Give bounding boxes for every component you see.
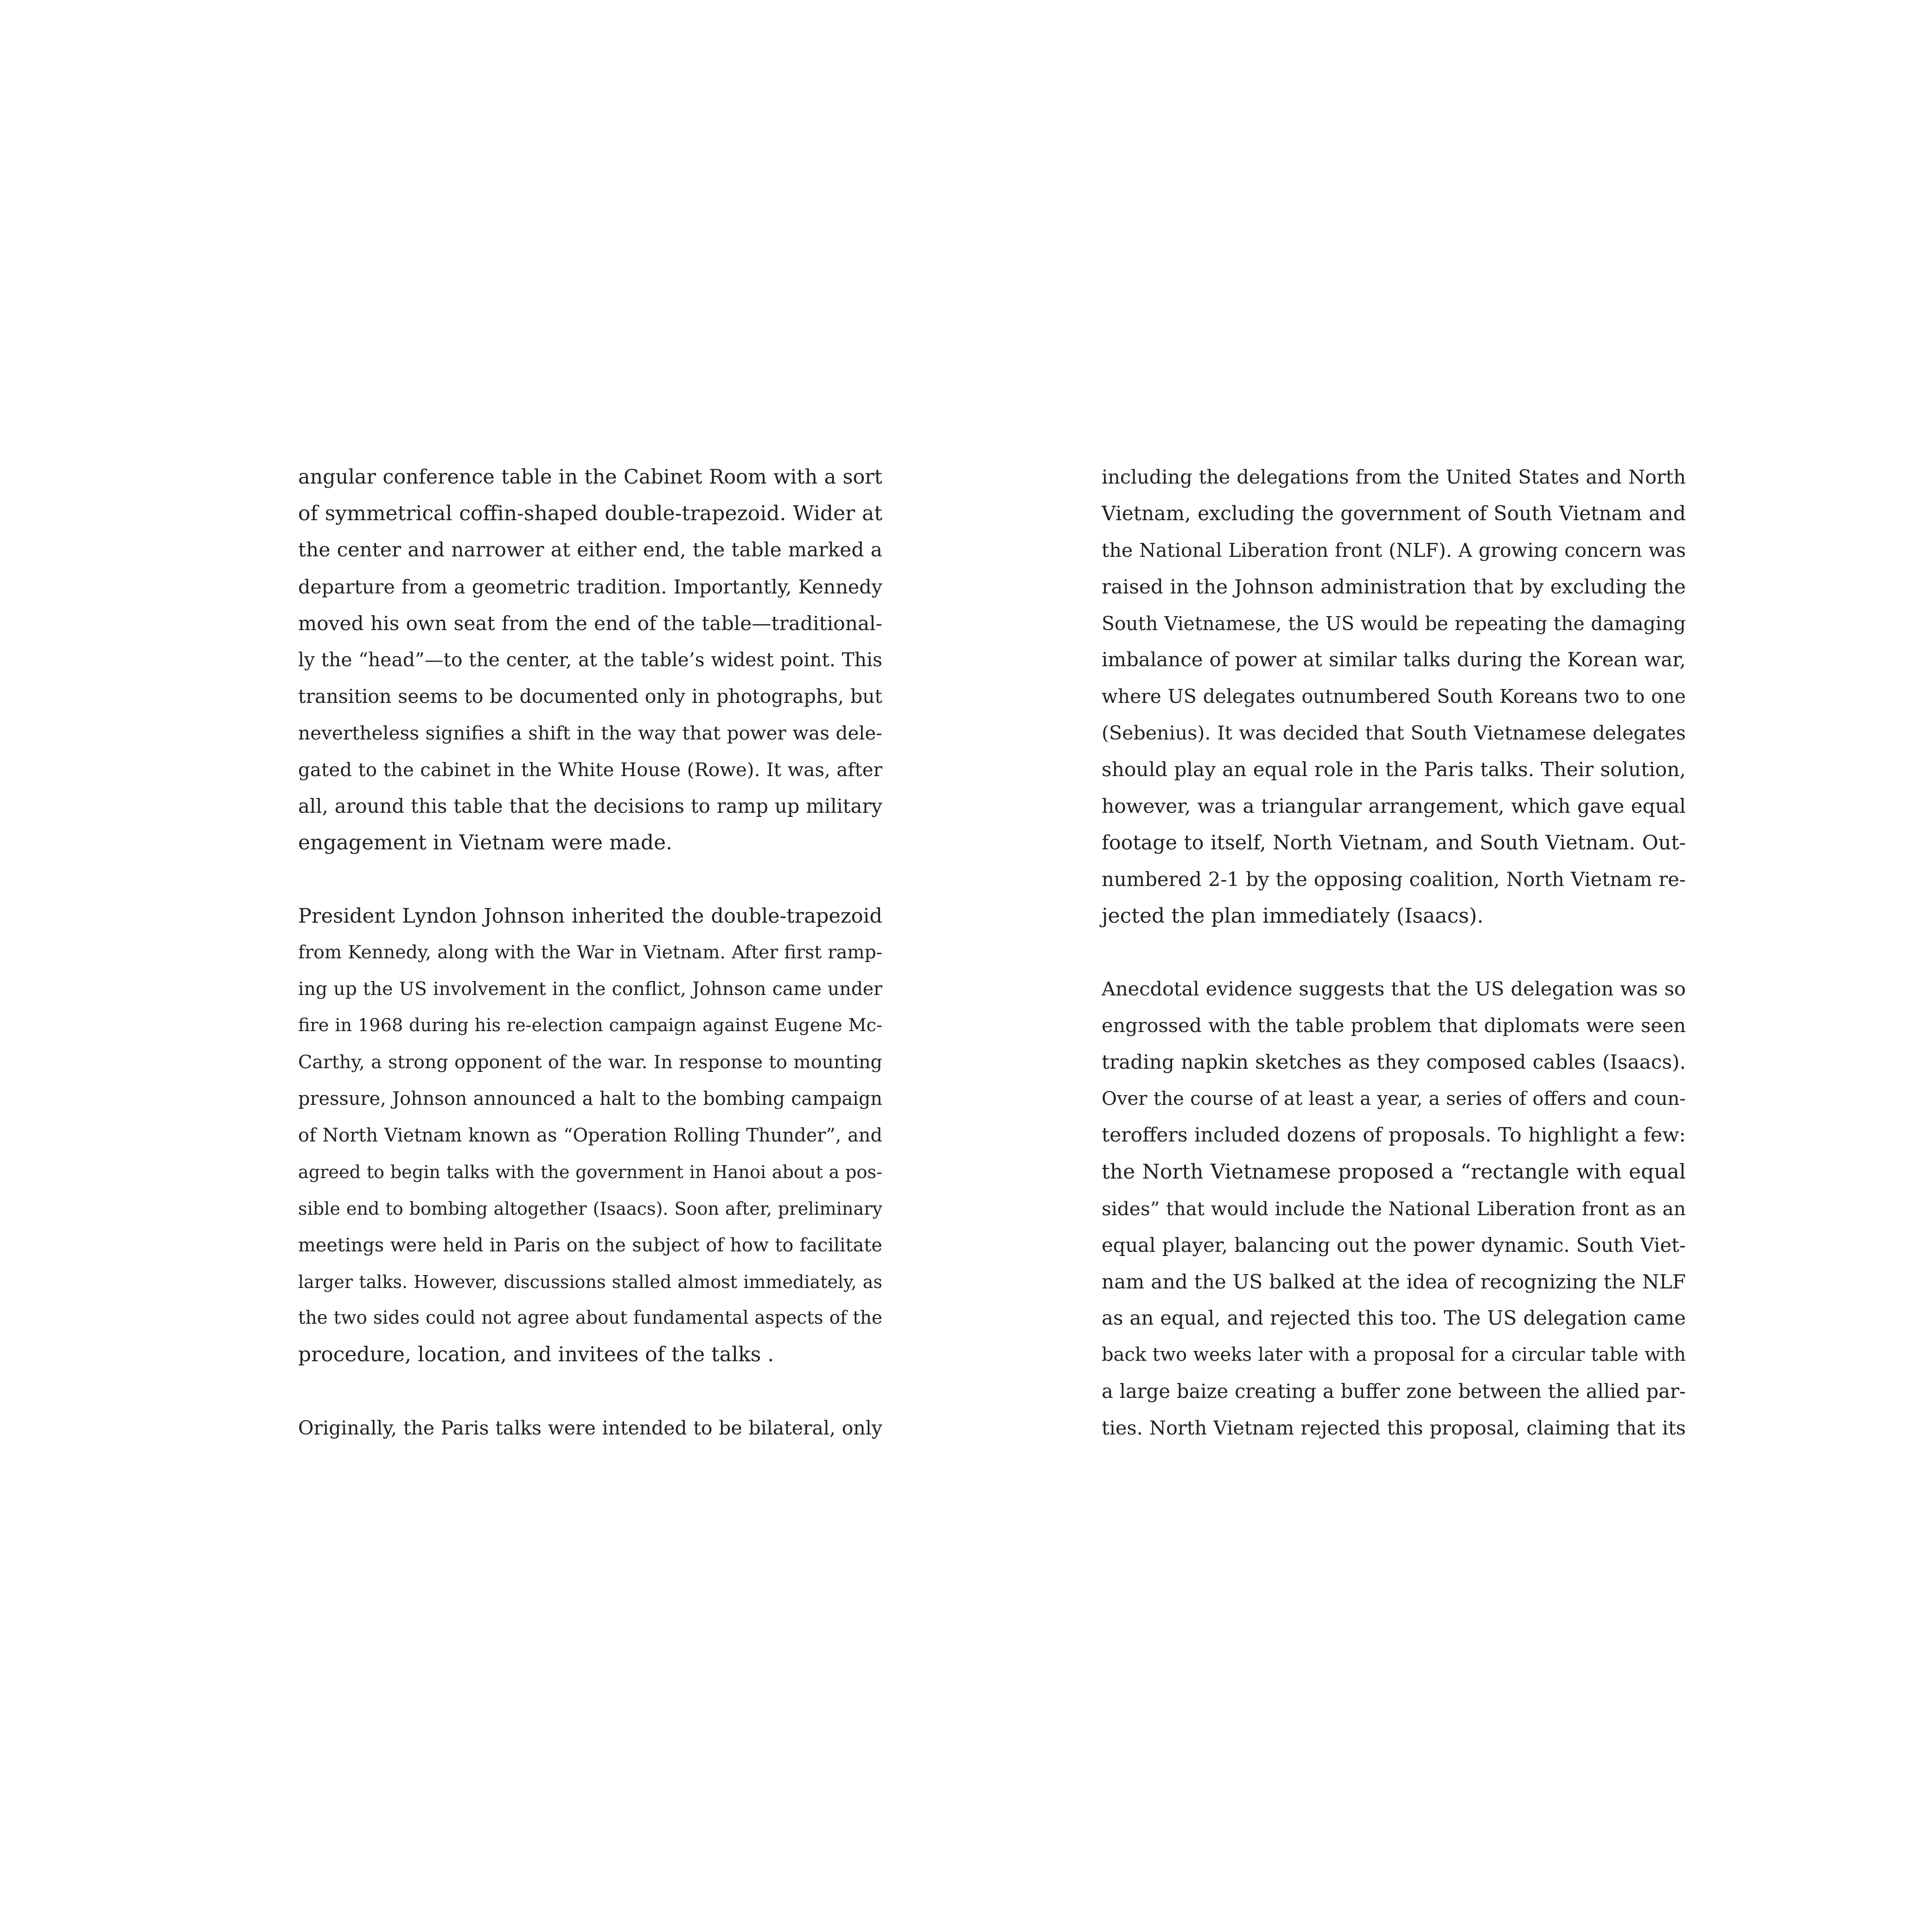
text-line: the center and narrower at either end, the table marked a bbox=[298, 538, 882, 561]
text-line: back two weeks later with a proposal for a circular table with bbox=[1102, 1344, 1686, 1366]
text-line: teroffers included dozens of proposals. To highlight a few: bbox=[1102, 1124, 1686, 1147]
text-line: fire in 1968 during his re-election campaign against Eugene Mc- bbox=[298, 1015, 882, 1036]
text-line: where US delegates outnumbered South Koreans two to one bbox=[1102, 685, 1686, 708]
text-line: including the delegations from the United States and North bbox=[1102, 466, 1686, 488]
text-line: Anecdotal evidence suggests that the US delegation was so bbox=[1102, 977, 1686, 1001]
text-line: of North Vietnam known as “Operation Rolling Thunder”, and bbox=[298, 1125, 882, 1147]
text-line: equal player, balancing out the power dynamic. South Viet- bbox=[1102, 1233, 1686, 1256]
text-line: should play an equal role in the Paris talks. Their solution, bbox=[1102, 758, 1686, 781]
right-paragraph-1 bbox=[1102, 459, 1686, 935]
text-line: ly the “head”—to the center, at the table’s widest point. This bbox=[298, 649, 882, 671]
text-line: of symmetrical coffin-shaped double-trapezoid. Wider at bbox=[298, 501, 882, 525]
left-paragraph-2 bbox=[298, 898, 882, 1374]
text-line: gated to the cabinet in the White House (Rowe). It was, after bbox=[298, 759, 882, 781]
text-line: meetings were held in Paris on the subject of how to facilitate bbox=[298, 1234, 882, 1256]
text-line: the North Vietnamese proposed a “rectangle with equal bbox=[1102, 1160, 1686, 1184]
text-line: the two sides could not agree about fundamental aspects of the bbox=[298, 1307, 882, 1329]
text-line: angular conference table in the Cabinet Room with a sort bbox=[298, 465, 882, 489]
right-paragraph-2 bbox=[1102, 971, 1686, 1447]
text-line: President Lyndon Johnson inherited the double-trapezoid bbox=[298, 904, 882, 928]
text-line: however, was a triangular arrangement, which gave equal bbox=[1102, 795, 1686, 818]
text-line: pressure, Johnson announced a halt to the bombing campaign bbox=[298, 1088, 882, 1110]
text-line: Originally, the Paris talks were intended to be bilateral, only bbox=[298, 1417, 882, 1440]
text-line: nam and the US balked at the idea of recognizing the NLF bbox=[1102, 1270, 1686, 1293]
text-line: Vietnam, excluding the government of South Vietnam and bbox=[1102, 502, 1686, 525]
text-line: sides” that would include the National Liberation front as an bbox=[1102, 1197, 1686, 1220]
text-line: a large baize creating a buffer zone between the allied par- bbox=[1102, 1380, 1686, 1403]
text-line: footage to itself, North Vietnam, and South Vietnam. Out- bbox=[1102, 831, 1686, 854]
text-line: agreed to begin talks with the government in Hanoi about a pos- bbox=[298, 1161, 882, 1182]
text-line: engagement in Vietnam were made. bbox=[298, 830, 673, 854]
text-line: Carthy, a strong opponent of the war. In response to mounting bbox=[298, 1052, 882, 1073]
left-paragraph-3 bbox=[298, 1410, 882, 1447]
text-line: ing up the US involvement in the conflict, Johnson came under bbox=[298, 978, 882, 1000]
text-line: transition seems to be documented only in photographs, but bbox=[298, 685, 882, 708]
text-line: trading napkin sketches as they composed cables (Isaacs). bbox=[1102, 1051, 1686, 1074]
text-line: moved his own seat from the end of the table—traditional- bbox=[298, 612, 882, 635]
text-line: imbalance of power at similar talks during the Korean war, bbox=[1102, 648, 1686, 671]
right-column bbox=[1102, 459, 1686, 1447]
paragraph-gap bbox=[298, 861, 882, 898]
text-line: raised in the Johnson administration that by excluding the bbox=[1102, 575, 1686, 598]
text-line: South Vietnamese, the US would be repeating the damaging bbox=[1102, 612, 1686, 635]
paragraph-gap bbox=[1102, 935, 1686, 971]
text-line: jected the plan immediately (Isaacs). bbox=[1102, 904, 1484, 928]
text-line: numbered 2-1 by the opposing coalition, North Vietnam re- bbox=[1102, 867, 1686, 891]
text-line: ties. North Vietnam rejected this proposal, claiming that its bbox=[1102, 1417, 1686, 1440]
text-line: procedure, location, and invitees of the talks . bbox=[298, 1343, 774, 1367]
text-line: the National Liberation front (NLF). A growing concern was bbox=[1102, 539, 1686, 561]
text-line: larger talks. However, discussions stalled almost immediately, as bbox=[298, 1271, 882, 1292]
text-line: departure from a geometric tradition. Importantly, Kennedy bbox=[298, 575, 882, 598]
text-line: nevertheless signifies a shift in the way that power was dele- bbox=[298, 722, 882, 745]
left-column bbox=[298, 459, 882, 1447]
left-paragraph-1 bbox=[298, 459, 882, 861]
paragraph-gap bbox=[298, 1373, 882, 1410]
text-line: sible end to bombing altogether (Isaacs). Soon after, preliminary bbox=[298, 1198, 882, 1219]
text-line: all, around this table that the decisions to ramp up military bbox=[298, 795, 882, 818]
text-line: (Sebenius). It was decided that South Vietnamese delegates bbox=[1102, 722, 1686, 745]
text-line: engrossed with the table problem that diplomats were seen bbox=[1102, 1014, 1686, 1037]
text-line: Over the course of at least a year, a series of offers and coun- bbox=[1102, 1088, 1686, 1110]
text-line: from Kennedy, along with the War in Vietnam. After first ramp- bbox=[298, 942, 882, 963]
text-line: as an equal, and rejected this too. The US delegation came bbox=[1102, 1307, 1686, 1330]
